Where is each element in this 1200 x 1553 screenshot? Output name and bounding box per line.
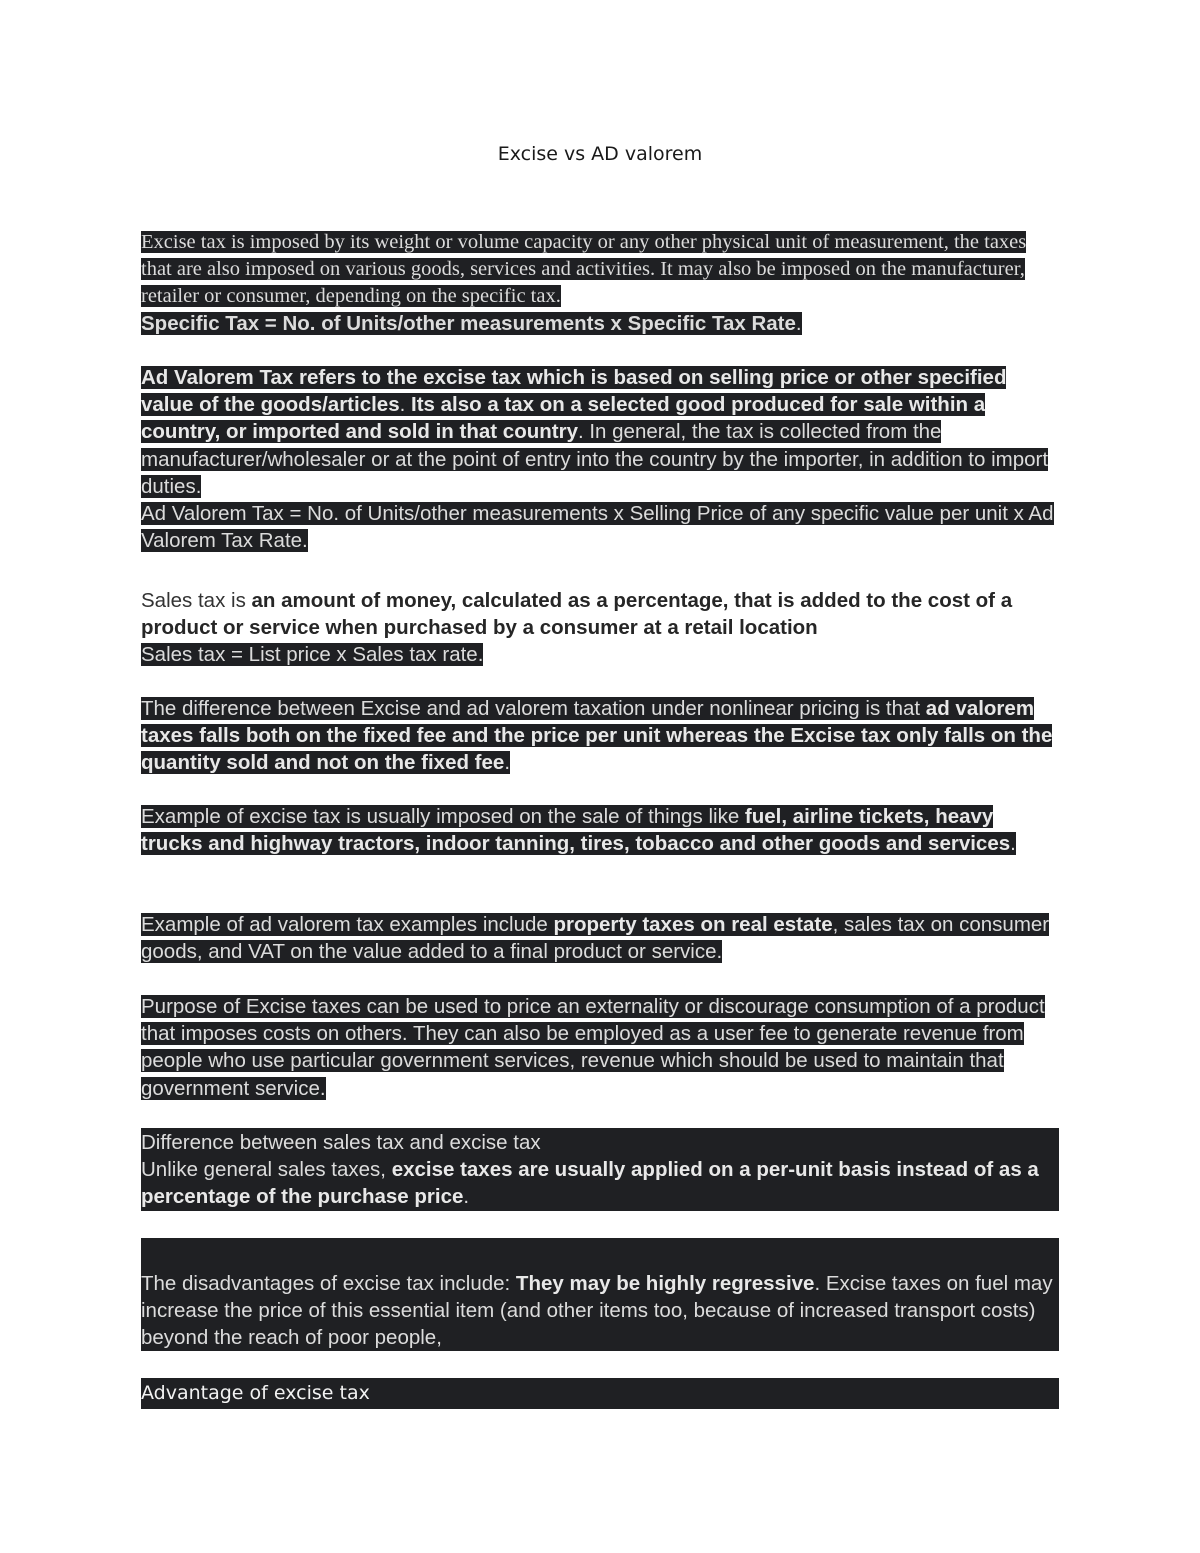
ad-valorem-examples-bold: property taxes on real estate: [553, 913, 833, 936]
sales-vs-excise-box: [141, 1128, 1059, 1211]
sales-vs-excise-end: .: [463, 1185, 470, 1209]
sales-tax-paragraph: [141, 587, 1059, 669]
sales-vs-excise-bold: excise taxes are usually applied on a per-unit basis instead of as a percentage of the purchase price: [141, 1158, 1039, 1209]
sales-vs-excise-body: Unlike general sales taxes, excise taxes are usually applied on a per-unit basis instead of as a percentage of the purchase price.: [141, 1158, 1039, 1209]
ad-valorem-selected-good: Its also a tax on a selected good produced for sale within a country, or imported and sold in that country: [141, 393, 986, 444]
ad-valorem-definition-bold: Ad Valorem Tax refers to the excise tax which is based on selling price or other specified value of the goods/articles: [141, 366, 1007, 417]
specific-tax-formula: Specific Tax = No. of Units/other measurements x Specific Tax Rate: [141, 312, 796, 335]
sales-tax-formula: Sales tax = List price x Sales tax rate.: [141, 643, 484, 667]
disadvantages-bold: They may be highly regressive: [515, 1272, 815, 1295]
disadvantages-text: The disadvantages of excise tax include: They may be highly regressive. Excise taxes on fuel may increase the price of this essential item (and other items too, because of increased transport costs) beyond the reach of poor people,: [141, 1272, 1053, 1350]
excise-examples-list: fuel, airline tickets, heavy trucks and highway tractors, indoor tanning, tires, tobacco and other goods and services: [141, 805, 1011, 856]
sales-tax-definition: an amount of money, calculated as a percentage, that is added to the cost of a product or service when purchased by a consumer at a retail location: [141, 589, 1013, 640]
disadvantages-box: [141, 1238, 1059, 1351]
excise-examples-text: Example of excise tax is usually imposed on the sale of things like: [141, 805, 745, 828]
specific-tax-formula-end: .: [795, 312, 802, 335]
nonlinear-difference-paragraph: [141, 695, 1059, 777]
excise-examples-end: .: [1010, 832, 1016, 856]
page-title: Excise vs AD valorem: [497, 143, 703, 165]
excise-purpose-paragraph: [141, 993, 1059, 1102]
sales-vs-excise-heading: Difference between sales tax and excise tax: [141, 1131, 541, 1154]
excise-examples-paragraph: [141, 803, 1059, 857]
ad-valorem-formula: Ad Valorem Tax = No. of Units/other measurements x Selling Price of any specific value per unit x Ad Valorem Tax Rate.: [141, 502, 1054, 553]
nonlinear-difference-bold: ad valorem taxes falls both on the fixed fee and the price per unit whereas the Excise tax only falls on the quantity sold and not on the fixed fee: [141, 697, 1053, 775]
advantage-heading: Advantage of excise tax: [141, 1378, 1059, 1409]
excise-definition-paragraph: [141, 229, 1059, 338]
ad-valorem-examples-text: Example of ad valorem tax examples include: [141, 913, 554, 936]
disadvantages-end: . Excise taxes on fuel may increase the price of this essential item (and other items too, because of increased transport costs) beyond the reach of poor people,: [141, 1272, 1053, 1350]
ad-valorem-collection-text: . In general, the tax is collected from the manufacturer/wholesaler or at the point of entry into the country by the importer, in addition to import duties.: [141, 420, 1049, 498]
sales-tax-lead: Sales tax is: [141, 589, 252, 612]
excise-definition-text: Excise tax is imposed by its weight or volume capacity or any other physical unit of measurement, the taxes that are also imposed on various goods, services and activities. It may also be imposed on the manufacturer, retailer or consumer, depending on the specific tax.: [141, 231, 1027, 307]
ad-valorem-examples-end: , sales tax on consumer goods, and VAT on the value added to a final product or service.: [141, 913, 1050, 964]
ad-valorem-separator: .: [399, 393, 411, 417]
nonlinear-difference-text: The difference between Excise and ad valorem taxation under nonlinear pricing is that: [141, 697, 926, 720]
nonlinear-difference-end: .: [504, 751, 511, 775]
ad-valorem-definition-paragraph: [141, 364, 1059, 554]
ad-valorem-examples-paragraph: [141, 911, 1059, 965]
excise-purpose-text: Purpose of Excise taxes can be used to price an externality or discourage consumption of a product that imposes costs on others. They can also be employed as a user fee to generate revenue from people who use particular government services, revenue which should be used to maintain that government service.: [141, 995, 1045, 1100]
